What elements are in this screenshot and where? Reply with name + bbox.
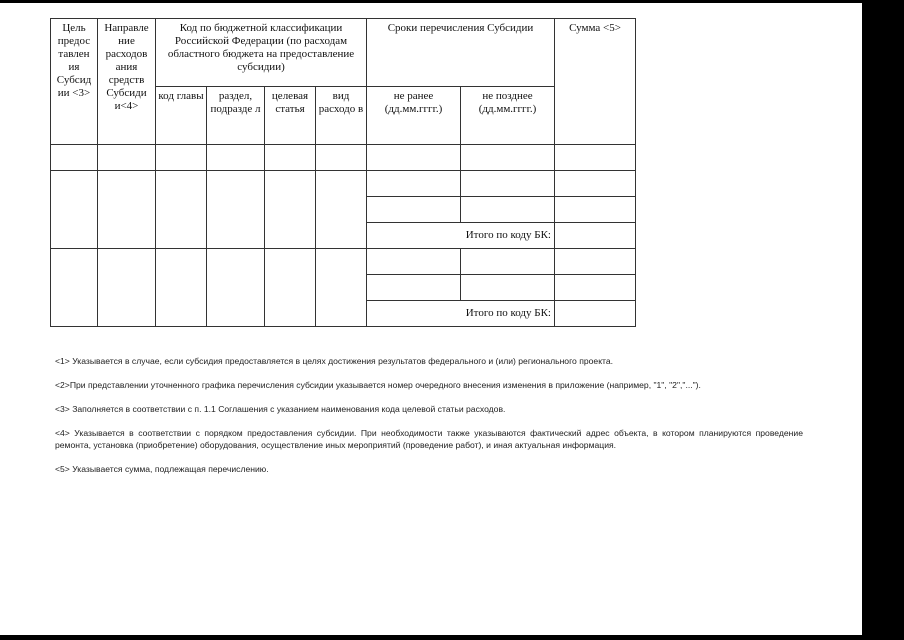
header-direction: Направле ние расходов ания средств Субсиди и<4> [98, 19, 156, 145]
table-cell [367, 197, 461, 223]
footnote-2: <2>При представлении уточненного графика перечисления субсидии указывается номер очередного внесения изменения в приложение (например, "1", "2","..."). [55, 380, 701, 390]
table-cell [555, 301, 636, 327]
header-expense-type: вид расходо в [316, 87, 367, 145]
table-cell [156, 249, 207, 327]
header-not-earlier: не ранее (дд.мм.гггг.) [367, 87, 461, 145]
table-cell [156, 171, 207, 249]
table-cell [98, 171, 156, 249]
table-cell [316, 171, 367, 249]
table-cell [316, 145, 367, 171]
table-cell [461, 275, 555, 301]
table-cell [367, 249, 461, 275]
header-goal: Цель предос тавлен ия Субсид ии <3> [51, 19, 98, 145]
table-cell [98, 249, 156, 327]
table-cell [461, 171, 555, 197]
table-cell [51, 249, 98, 327]
footnotes [55, 355, 803, 487]
table-cell [316, 249, 367, 327]
subsidy-schedule-table [50, 18, 636, 327]
header-chapter-code: код главы [156, 87, 207, 145]
scan-right-edge [862, 0, 904, 640]
table-cell [555, 223, 636, 249]
table-cell [156, 145, 207, 171]
table-cell [367, 275, 461, 301]
table-row [51, 145, 636, 171]
header-row-1 [51, 19, 636, 87]
footnote-4: <4> Указывается в соответствии с порядком предоставления субсидии. При необходимости также указываются фактический адрес объекта, в котором планируются проведение ремонта, установка (приобретение) оборудования, осуществление иных мероприятий (проведение работ), и иная актуальная информация. [55, 428, 803, 450]
footnote-5: <5> Указывается сумма, подлежащая перечислению. [55, 464, 269, 474]
footnote-3: <3> Заполняется в соответствии с п. 1.1 Соглашения с указанием наименования кода целевой статьи расходов. [55, 404, 506, 414]
table-cell [555, 197, 636, 223]
total-by-bk-label: Итого по коду БК: [367, 223, 555, 249]
table-cell [555, 275, 636, 301]
table-cell [555, 171, 636, 197]
table-cell [555, 145, 636, 171]
table-cell [461, 197, 555, 223]
table-cell [207, 145, 265, 171]
table-cell [265, 249, 316, 327]
table-cell [555, 249, 636, 275]
table-cell [207, 171, 265, 249]
table-row [51, 171, 636, 197]
header-terms-group: Сроки перечисления Субсидии [367, 19, 555, 87]
header-not-later: не позднее (дд.мм.гггг.) [461, 87, 555, 145]
table-cell [98, 145, 156, 171]
table-cell [265, 171, 316, 249]
table-row [51, 249, 636, 275]
scan-top-edge [0, 0, 862, 3]
table-cell [51, 171, 98, 249]
header-target-item: целевая статья [265, 87, 316, 145]
total-by-bk-label: Итого по коду БК: [367, 301, 555, 327]
table-cell [367, 145, 461, 171]
header-sum: Сумма <5> [555, 19, 636, 145]
scan-bottom-edge [0, 635, 904, 640]
table-cell [207, 249, 265, 327]
table-cell [367, 171, 461, 197]
table-cell [461, 249, 555, 275]
table-cell [265, 145, 316, 171]
header-budget-code-group: Код по бюджетной классификации Российской Федерации (по расходам областного бюджета на предоставление субсидии) [156, 19, 367, 87]
table-cell [51, 145, 98, 171]
header-section: раздел, подразде л [207, 87, 265, 145]
footnote-1: <1> Указывается в случае, если субсидия предоставляется в целях достижения результатов федерального и (или) регионального проекта. [55, 356, 614, 366]
table-cell [461, 145, 555, 171]
